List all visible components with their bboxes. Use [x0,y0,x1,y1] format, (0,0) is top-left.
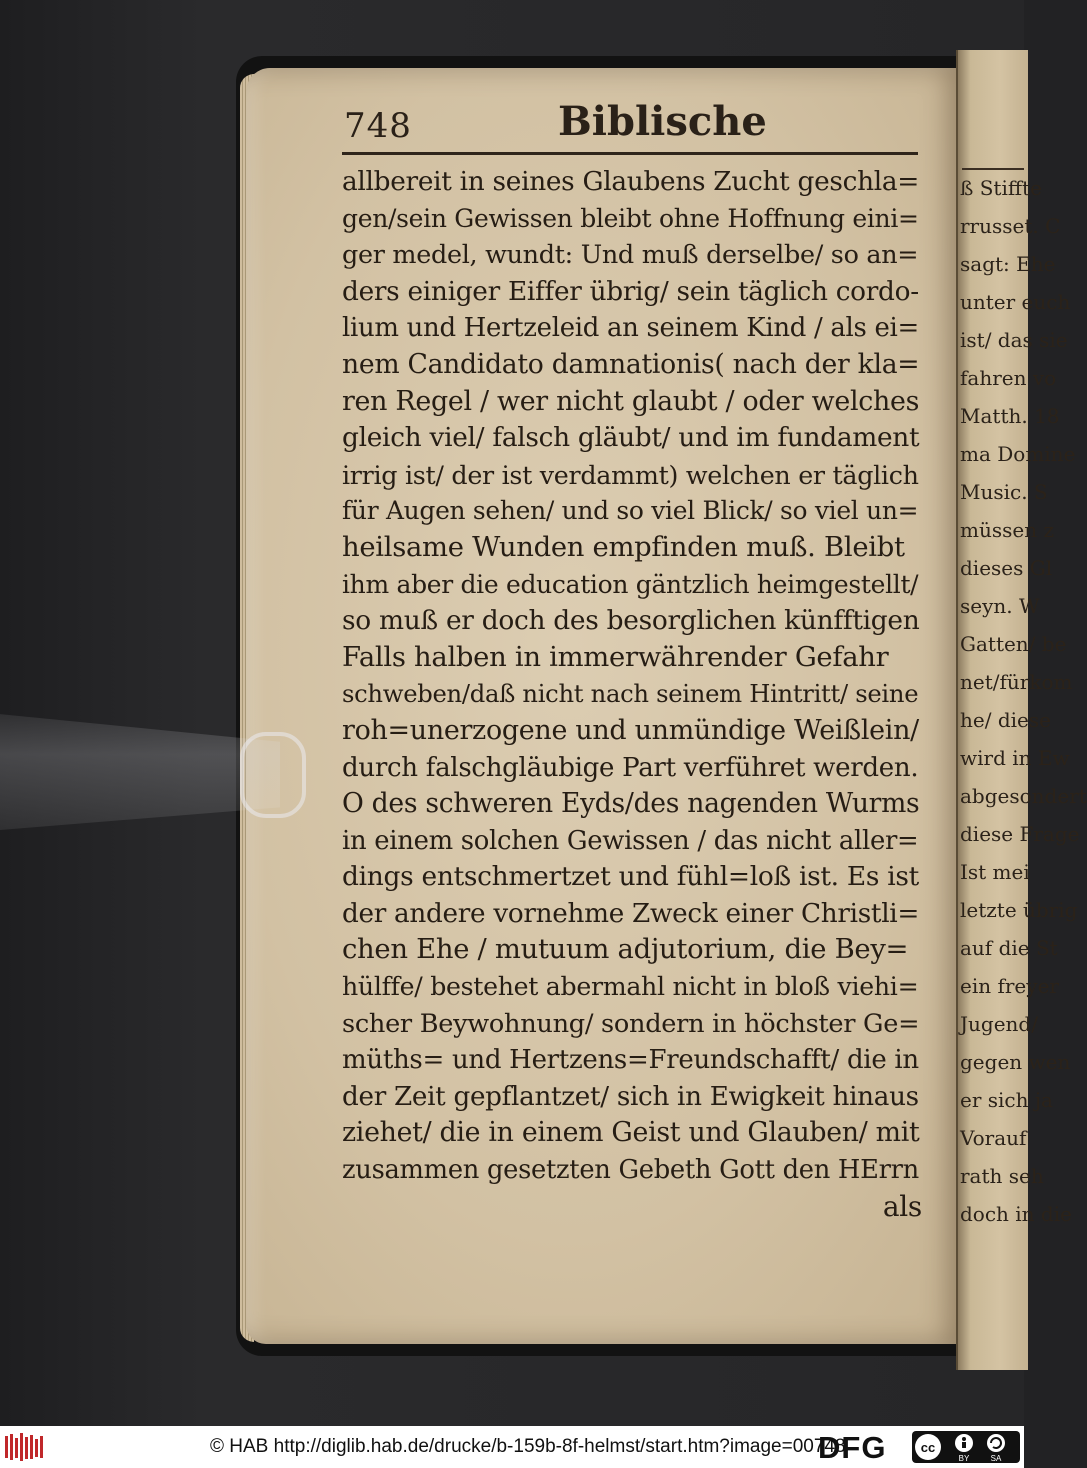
facing-page-line: net/fürkom [960,670,1073,694]
facing-page-line: diese Frage [960,822,1080,846]
text-line: ren Regel / wer nicht glaubt / oder welches [342,385,920,417]
facing-page-line: dieses Gl [960,556,1053,580]
text-line: nem Candidato damnationis( nach der kla= [342,348,920,380]
facing-page-line: Gatten/ be [960,632,1067,656]
page-header [340,98,920,150]
running-head: Biblische [558,98,767,145]
facing-page-line: wird in Ew [960,746,1070,770]
facing-page-line: doch in die [960,1202,1072,1226]
facing-page-line: Matth. 18 [960,404,1060,428]
facing-page-line: Jugend/ [960,1012,1038,1036]
text-line: ihm aber die education gäntzlich heimgestellt/ [342,569,919,599]
text-line: Falls halben in immerwährender Gefahr [342,641,889,673]
facing-page-line: rath seh [960,1164,1044,1188]
dfg-logo: DFG [818,1430,887,1465]
facing-page-line: auf die St [960,936,1058,960]
text-line: scher Beywohnung/ sondern in höchster Ge= [342,1008,920,1039]
text-line: gen/sein Gewissen bleibt ohne Hoffnung eini= [342,203,919,233]
facing-page-line: fahren vo [960,366,1057,390]
text-line: der Zeit gepflantzet/ sich in Ewigkeit hinaus [342,1081,919,1112]
facing-page-line: ß Stiffte [960,176,1042,200]
bookmark-ribbon [0,704,300,834]
facing-page-line: sagt: Ehe [960,252,1056,276]
facing-page-line: er sich ja [960,1088,1053,1112]
text-line: ders einiger Eiffer übrig/ sein täglich cordo- [342,276,919,307]
catchword: als [882,1189,922,1223]
text-line: gleich viel/ falsch gläubt/ und im fundament [342,422,920,454]
text-line: allbereit in seines Glaubens Zucht geschla= [342,167,920,197]
copyright-link[interactable]: © HAB http://diglib.hab.de/drucke/b-159b-8f-helmst/start.htm?image=00748 [210,1436,846,1457]
page-number: 748 [344,106,412,146]
text-line: schweben/daß nicht nach seinem Hintritt/ seine [342,679,919,709]
license-by-label: BY [958,1454,970,1463]
bookmark-band [0,704,280,830]
facing-page-line: unter euch [960,290,1071,314]
facing-page-line: rrusset. C [960,214,1061,238]
text-line: ger medel, wundt: Und muß derselbe/ so an= [342,240,919,271]
facing-page-line: müssen z [960,518,1054,542]
text-line: müths= und Hertzens=Freundschafft/ die in [342,1045,919,1076]
text-line: für Augen sehen/ und so viel Blick/ so viel un= [342,496,919,526]
hab-logo-icon [4,1432,46,1462]
text-line: dings entschmertzet und fühl=loß ist. Es ist [342,861,920,893]
text-line: O des schweren Eyds/des nagenden Wurms [342,788,920,820]
text-line: irrig ist/ der ist verdammt) welchen er täglich [342,459,919,490]
facing-page-line: letzte übrig [960,898,1078,922]
license-sa-label: SA [990,1454,1002,1463]
text-line: heilsame Wunden empfinden muß. Bleibt [342,531,905,563]
facing-page-line: seyn. W [960,594,1040,618]
facing-page-line: he/ diese [960,708,1051,732]
body-text [342,164,932,1225]
text-line: der andere vornehme Zweck einer Christli= [342,898,920,929]
footer-bar [0,1426,1024,1468]
text-line: lium und Hertzeleid an seinem Kind / als ei= [342,313,919,344]
facing-page-line: Ist mei [960,860,1030,884]
facing-page-line: ist/ das sie [960,328,1068,352]
text-line: chen Ehe / mutuum adjutorium, die Bey= [342,934,909,966]
text-line: hülffe/ bestehet abermahl nicht in bloß viehi= [342,972,919,1002]
facing-page-line: gegen wen [960,1050,1071,1074]
text-line: zusammen gesetzten Gebeth Gott den HErrn [342,1155,919,1186]
text-line: so muß er doch des besorglichen künfftigen [342,605,920,637]
facing-page-rule [962,168,1024,170]
facing-page-line: ma Domine [960,442,1076,466]
facing-page-line: abgesondert [960,784,1087,808]
svg-text:cc: cc [920,1440,936,1455]
bookmark-loop [240,732,306,818]
text-line: durch falschgläubige Part verführet werden. [342,752,919,783]
facing-page-line: Vorauf [960,1126,1027,1150]
text-line: roh=unerzogene und unmündige Weißlein/ [342,714,919,746]
facing-page-line: ein freyer [960,974,1059,998]
header-rule [342,152,918,155]
facing-page-line: Music. S [960,480,1048,504]
cc-license-icon[interactable] [912,1431,1020,1463]
text-line: ziehet/ die in einem Geist und Glauben/ mit [342,1117,920,1149]
text-line: in einem solchen Gewissen / das nicht aller= [342,825,919,856]
